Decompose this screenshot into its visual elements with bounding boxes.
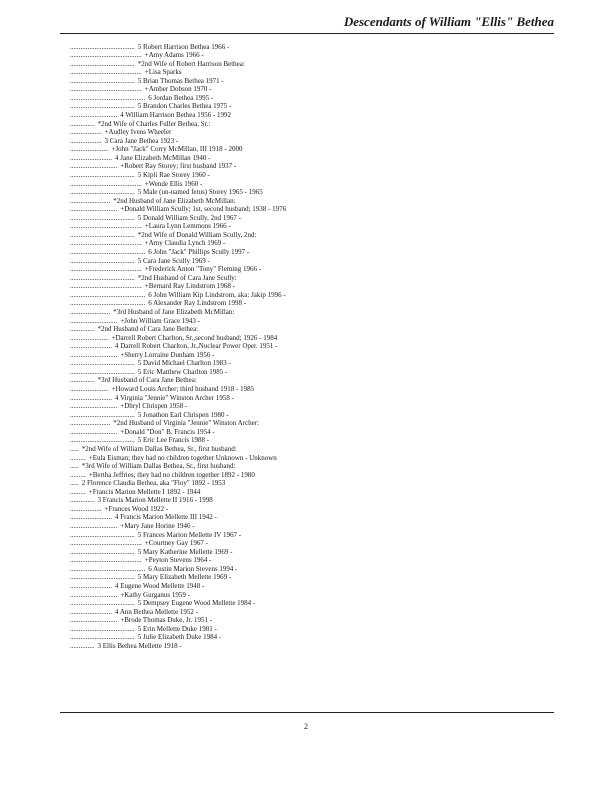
entry-text: 3 Cara Jane Bethea 1923 - [104, 136, 179, 145]
dot-leader: .............. [70, 641, 95, 650]
entry-text: 5 Kipli Rae Storey 1960 - [137, 170, 210, 179]
dot-leader: ......................................... [70, 179, 142, 188]
dot-leader: ......................................... [70, 68, 142, 77]
dot-leader: ......... [70, 453, 86, 462]
list-item [0, 359, 612, 368]
dot-leader: ..................................... [70, 530, 135, 539]
entry-text: *2nd Husband of Cara Jane Bethea: [97, 325, 198, 334]
entry-text: 4 William Harrison Bethea 1956 - 1992 [120, 111, 232, 119]
entry-text: +Dhryl Chrispen 1958 - [120, 402, 188, 411]
entry-text: +Sherry Lorraine Dunham 1956 - [120, 350, 215, 359]
entry-text: *2nd Husband of Virginia "Jennie" Winston Archer: [113, 419, 260, 428]
list-item [0, 633, 612, 642]
entry-text: +Donald William Scully; 1st, second husband; 1938 - 1976 [120, 205, 287, 214]
list-item [0, 68, 612, 77]
dot-leader: ..................................... [70, 213, 135, 222]
dot-leader: ..... [70, 444, 79, 453]
list-item [0, 77, 612, 86]
footer-rule [60, 712, 554, 713]
entry-text: 4 Jane Elizabeth McMillan 1940 - [115, 153, 211, 162]
entry-text: *3rd Husband of Jane Elizabeth McMillan: [113, 307, 235, 316]
entry-text: +Laura Lynn Lemmons 1966 - [144, 222, 231, 231]
list-item [0, 85, 612, 94]
list-item [0, 180, 612, 189]
list-item [0, 471, 612, 480]
list-item [0, 556, 612, 565]
list-item [0, 265, 612, 274]
dot-leader: ...................... [70, 145, 109, 154]
entry-text: 5 Male (un-named fetus) Storey 1965 - 1965 [137, 188, 263, 197]
list-item [0, 616, 612, 625]
entry-text: *2nd Wife of Robert Harrison Bethea: [137, 59, 245, 68]
entry-text: 5 Jonathon Earl Chrispen 1980 - [137, 410, 229, 419]
dot-leader: ..................................... [70, 42, 135, 51]
dot-leader: .............. [70, 325, 95, 334]
list-item [0, 51, 612, 60]
list-item [0, 94, 612, 103]
list-item [0, 505, 612, 514]
entry-text: 5 Brian Thomas Bethea 1971 - [137, 76, 224, 85]
entry-text: 5 Brandon Charles Bethea 1975 - [137, 102, 232, 111]
dot-leader: .............. [70, 119, 95, 128]
entry-text: +Wende Ellis 1960 - [144, 179, 203, 188]
entry-text: 4 Ann Bethea Mellette 1952 - [115, 607, 199, 616]
entry-text: *2nd Husband of Jane Elizabeth McMillan: [113, 196, 236, 205]
list-item [0, 411, 612, 420]
entry-text: +John William Grace 1943 - [120, 316, 200, 325]
dot-leader: ........................... [70, 616, 118, 625]
entry-text: 5 Dempsey Eugene Wood Mellette 1984 - [137, 599, 256, 608]
dot-leader: ........................................... [70, 93, 146, 102]
entry-text: 5 Julie Elizabeth Duke 1984 - [137, 633, 222, 642]
dot-leader: ........................................... [70, 299, 146, 308]
dot-leader: ........................... [70, 316, 118, 325]
list-item [0, 299, 612, 308]
dot-leader: ........................... [70, 350, 118, 359]
list-item [0, 162, 612, 171]
dot-leader: ....................... [70, 307, 111, 316]
list-item [0, 231, 612, 240]
entry-text: *2nd Wife of William Dallas Bethea, Sr., first husband: [81, 444, 237, 453]
dot-leader: ..... [70, 479, 79, 488]
entry-text: 3 Ellis Bethea Mellette 1918 - [97, 641, 182, 650]
entry-text: *2nd Wife of Charles Fuller Bethea, Sr.: [97, 119, 211, 128]
list-item [0, 154, 612, 163]
dot-leader: ........................................... [70, 248, 146, 256]
list-item [0, 120, 612, 129]
entry-text: *3rd Wife of William Dallas Bethea, Sr., first husband: [81, 462, 236, 471]
list-item [0, 591, 612, 600]
dot-leader: ......................................... [70, 265, 142, 274]
header-rule [60, 33, 554, 34]
list-item [0, 428, 612, 437]
entry-text: 3 Francis Marion Mellette II 1916 - 1998 [97, 496, 213, 505]
list-item [0, 257, 612, 266]
entry-text: +Bertha Jeffries; they had no children together 1892 - 1980 [88, 470, 255, 479]
entry-text: +Mary Jane Horine 1946 - [120, 522, 195, 530]
list-item [0, 248, 612, 257]
dot-leader: ..................................... [70, 359, 135, 368]
entry-text: 4 Darrell Robert Charlton, Jr.,Nuclear Power Oper. 1951 - [115, 342, 278, 351]
list-item [0, 282, 612, 291]
list-item [0, 291, 612, 300]
dot-leader: ..................................... [70, 410, 135, 419]
entry-text: +Amber Dobson 1970 - [144, 85, 212, 94]
entry-text: +Audley Ivens Wheeler [104, 128, 172, 137]
dot-leader: ....................... [70, 196, 111, 205]
entry-text: +Frederick Anton "Tony" Fleming 1966 - [144, 265, 262, 274]
entry-text: 5 Robert Harrison Bethea 1966 - [137, 42, 230, 51]
list-item [0, 128, 612, 137]
list-item [0, 205, 612, 214]
dot-leader: ........................ [70, 607, 112, 616]
descendant-list [0, 43, 612, 651]
dot-leader: .................. [70, 504, 102, 513]
dot-leader: ........................... [70, 427, 118, 436]
dot-leader: ........................... [70, 205, 118, 214]
entry-text: 5 Frances Marion Mellette IV 1967 - [137, 530, 242, 539]
entry-text: +Bernard Ray Lindstrom 1968 - [144, 282, 236, 291]
dot-leader: ......................................... [70, 239, 142, 248]
entry-text: 2 Florence Claudia Bethea, aka "Floy" 1892 - 1953 [81, 479, 226, 488]
page-number: 2 [304, 722, 308, 731]
dot-leader: ........................................... [70, 290, 146, 299]
list-item [0, 496, 612, 505]
dot-leader: ......... [70, 470, 86, 479]
list-item [0, 239, 612, 248]
list-item [0, 565, 612, 574]
dot-leader: ........................... [70, 402, 118, 411]
entry-text: 5 Erin Mellette Duke 1981 - [137, 624, 217, 633]
dot-leader: ........................... [70, 111, 118, 119]
list-item [0, 573, 612, 582]
list-item [0, 60, 612, 69]
entry-text: 5 Cara Jane Scully 1969 - [137, 256, 210, 265]
dot-leader: ......................................... [70, 85, 142, 94]
dot-leader: ..................................... [70, 547, 135, 556]
entry-text: 6 John William Kip Lindstrom, aka: Jakip 1996 - [148, 290, 286, 299]
dot-leader: ..................................... [70, 256, 135, 265]
dot-leader: ......................................... [70, 51, 142, 60]
entry-text: *3rd Husband of Cara Jane Bethea: [97, 376, 197, 385]
list-item [0, 334, 612, 343]
entry-text: 4 Eugene Wood Mellette 1948 - [115, 581, 205, 590]
dot-leader: ........................... [70, 590, 118, 599]
dot-leader: ..... [70, 462, 79, 471]
dot-leader: ..................................... [70, 624, 135, 633]
dot-leader: ..................................... [70, 367, 135, 376]
list-item [0, 222, 612, 231]
list-item [0, 608, 612, 617]
dot-leader: ...................... [70, 333, 109, 342]
dot-leader: ........................ [70, 153, 112, 162]
dot-leader: ..................................... [70, 273, 135, 282]
list-item [0, 642, 612, 651]
dot-leader: ......................................... [70, 556, 142, 565]
entry-text: *2nd Husband of Cara Jane Scully: [137, 273, 237, 282]
page-title: Descendants of William "Ellis" Bethea [343, 14, 554, 29]
list-item [0, 513, 612, 522]
dot-leader: ..................................... [70, 59, 135, 68]
dot-leader: ........................ [70, 513, 112, 522]
entry-text: +John "Jack" Corry McMillan, III 1918 - 2000 [111, 145, 243, 154]
dot-leader: .................. [70, 128, 102, 137]
dot-leader: ........................... [70, 522, 118, 530]
entry-text: 5 Donald William Scully, 2nd 1967 - [137, 213, 241, 222]
entry-text: +Lisa Sparks [144, 68, 182, 77]
entry-text: +Brode Thomas Duke, Jr. 1951 - [120, 616, 213, 625]
list-item [0, 436, 612, 445]
entry-text: +Frances Wood 1922 - [104, 504, 169, 513]
entry-text: +Amy Claudia Lynch 1969 - [144, 239, 226, 248]
entry-text: +Amy Adams 1966 - [144, 51, 204, 60]
entry-text: *2nd Wife of Donald William Scully, 2nd: [137, 230, 257, 239]
list-item [0, 43, 612, 52]
entry-text: +Eula Eisman; they had no children together Unknown - Unknown [88, 453, 277, 462]
dot-leader: ..................................... [70, 436, 135, 445]
list-item [0, 197, 612, 206]
dot-leader: ........................ [70, 581, 112, 590]
dot-leader: ..................................... [70, 230, 135, 239]
list-item [0, 462, 612, 471]
list-item [0, 308, 612, 317]
dot-leader: ...................... [70, 385, 109, 393]
list-item [0, 522, 612, 531]
dot-leader: ......................................... [70, 539, 142, 548]
list-item [0, 548, 612, 557]
list-item [0, 214, 612, 223]
dot-leader: ..................................... [70, 573, 135, 582]
entry-text: 5 Mary Elizabeth Mellette 1969 - [137, 573, 232, 582]
list-item [0, 317, 612, 326]
entry-text: 6 Jordan Bethea 1995 - [148, 93, 214, 102]
dot-leader: ........................ [70, 393, 112, 402]
entry-text: 6 Alexander Ray Lindstrom 1998 - [148, 299, 247, 308]
list-item [0, 479, 612, 488]
entry-text: +Darrell Robert Charlton, Sr.,second husband; 1926 - 1984 [111, 333, 278, 342]
dot-leader: ......................................... [70, 222, 142, 231]
list-item [0, 171, 612, 180]
list-item [0, 137, 612, 146]
list-item [0, 188, 612, 197]
entry-text: 4 Virginia "Jennie" Winston Archer 1958 - [115, 393, 234, 402]
list-item [0, 394, 612, 403]
entry-text: 4 Francis Marion Mellette III 1942 - [115, 513, 217, 522]
entry-text: 5 Eric Matthew Charlton 1985 - [137, 367, 228, 376]
dot-leader: .................. [70, 136, 102, 145]
dot-leader: .............. [70, 376, 95, 385]
dot-leader: ..................................... [70, 188, 135, 197]
dot-leader: ....................... [70, 419, 111, 428]
list-item [0, 454, 612, 463]
entry-text: +Courtney Gay 1967 - [144, 539, 208, 548]
entry-text: +Francis Marion Mellette I 1892 - 1944 [88, 487, 201, 496]
entry-text: +Robert Ray Storey; first husband 1937 - [120, 162, 237, 171]
entry-text: +Howard Louis Archer; third husband 1918 - 1985 [111, 385, 255, 393]
entry-text: +Kathy Gurganus 1959 - [120, 590, 190, 599]
entry-text: +Donald "Don" B. Francis 1954 - [120, 427, 215, 436]
entry-text: 5 Mary Katherine Mellette 1969 - [137, 547, 233, 556]
entry-text: 6 John "Jack" Phillips Scully 1997 - [148, 248, 250, 256]
dot-leader: .............. [70, 496, 95, 505]
dot-leader: ........................... [70, 162, 118, 171]
list-item [0, 368, 612, 377]
dot-leader: ..................................... [70, 102, 135, 111]
list-item [0, 102, 612, 111]
entry-text: 6 Austin Marion Stevens 1994 - [148, 564, 238, 573]
list-item [0, 445, 612, 454]
list-item [0, 402, 612, 411]
list-item [0, 419, 612, 428]
list-item [0, 145, 612, 154]
list-item [0, 325, 612, 334]
list-item [0, 385, 612, 394]
entry-text: +Peyton Stevens 1964 - [144, 556, 212, 565]
list-item [0, 599, 612, 608]
dot-leader: ..................................... [70, 633, 135, 642]
dot-leader: ......... [70, 487, 86, 496]
list-item [0, 351, 612, 360]
list-item [0, 111, 612, 120]
list-item [0, 376, 612, 385]
list-item [0, 488, 612, 497]
dot-leader: ..................................... [70, 76, 135, 85]
dot-leader: ......................................... [70, 282, 142, 291]
dot-leader: ..................................... [70, 599, 135, 608]
list-item [0, 625, 612, 634]
entry-text: 5 Eric Lee Francis 1988 - [137, 436, 210, 445]
entry-text: 5 David Michael Charlton 1983 - [137, 359, 231, 368]
dot-leader: ........................ [70, 342, 112, 351]
list-item [0, 531, 612, 540]
list-item [0, 582, 612, 591]
dot-leader: ........................................... [70, 564, 146, 573]
list-item [0, 539, 612, 548]
dot-leader: ..................................... [70, 170, 135, 179]
list-item [0, 274, 612, 283]
list-item [0, 342, 612, 351]
